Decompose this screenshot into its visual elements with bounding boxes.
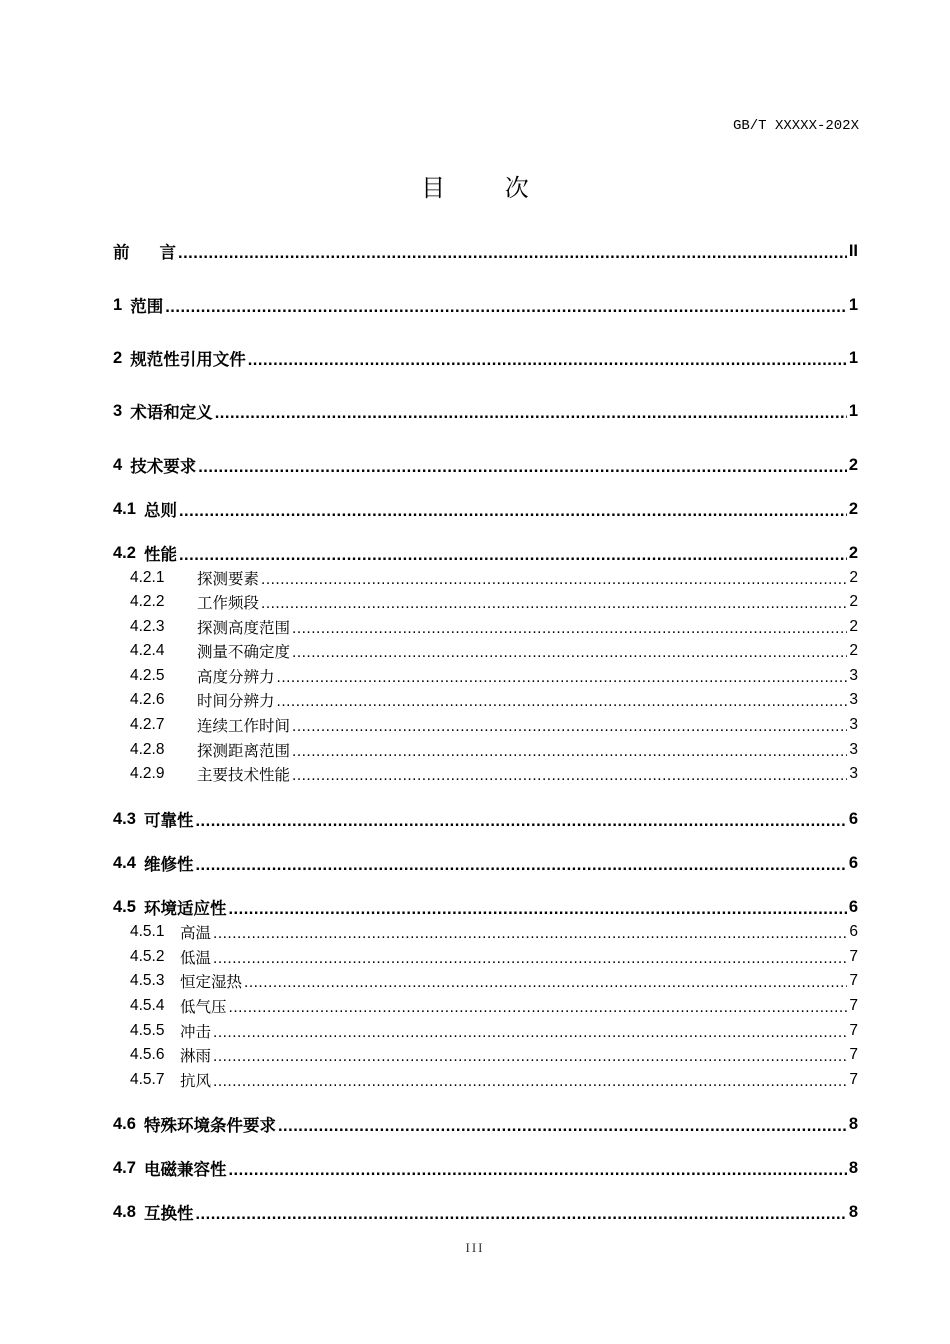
toc-entry-page: 3 <box>849 765 858 782</box>
dot-leader <box>292 767 847 785</box>
dot-leader <box>248 351 847 370</box>
toc-entry[interactable] <box>113 896 858 918</box>
toc-entry-page: 2 <box>849 569 858 586</box>
toc-entry[interactable] <box>113 591 858 613</box>
toc-entry-title: 淋雨 <box>180 1047 212 1065</box>
toc-entry-page: 2 <box>848 499 858 518</box>
toc-entry[interactable] <box>113 616 858 638</box>
toc-entry-page: 2 <box>849 642 858 659</box>
toc-entry-page: 2 <box>849 618 858 635</box>
dot-leader <box>228 900 846 919</box>
toc-entry[interactable] <box>113 921 858 943</box>
toc-entry-page: 3 <box>849 741 858 758</box>
dot-leader <box>292 644 847 662</box>
dot-leader <box>213 1073 847 1091</box>
toc-entry[interactable] <box>113 852 858 874</box>
toc-entry[interactable] <box>113 665 858 687</box>
toc-entry-page: 2 <box>848 455 858 474</box>
toc-entry[interactable] <box>113 808 858 830</box>
toc-entry-page: 6 <box>848 853 858 872</box>
dot-leader <box>195 1205 846 1224</box>
toc-entry-page: 2 <box>849 593 858 610</box>
toc-entry-number: 4.2.4 <box>130 642 165 659</box>
dot-leader <box>215 404 847 423</box>
dot-leader <box>213 1048 847 1066</box>
toc-entry-title: 恒定湿热 <box>180 973 243 991</box>
toc-entry-number: 4.2.8 <box>130 741 165 758</box>
toc-entry[interactable] <box>113 542 858 564</box>
toc-entry-page: 3 <box>849 667 858 684</box>
toc-entry-title: 电磁兼容性 <box>143 1160 227 1179</box>
dot-leader <box>228 1161 846 1180</box>
toc-entry-number: 4.5.2 <box>130 948 165 965</box>
toc-entry-number: 4.6 <box>113 1114 136 1133</box>
dot-leader <box>292 620 847 638</box>
toc-entry-number: 前 <box>113 244 130 262</box>
toc-entry-page: 7 <box>849 948 858 965</box>
toc-entry[interactable] <box>113 400 858 422</box>
dot-leader <box>178 244 847 263</box>
toc-entry-number: 4.4 <box>113 853 136 872</box>
dot-leader <box>195 812 846 831</box>
toc-entry-number: 4.2.6 <box>130 691 165 708</box>
toc-entry-title: 环境适应性 <box>143 899 227 918</box>
toc-entry-title: 高度分辨力 <box>197 668 275 686</box>
toc-entry-title: 技术要求 <box>130 457 197 476</box>
toc-entry[interactable] <box>113 1201 858 1223</box>
toc-entry-number: 4 <box>113 455 123 474</box>
dot-leader <box>278 1117 847 1136</box>
toc-entry[interactable] <box>113 567 858 589</box>
toc-entry-title: 低温 <box>180 949 212 967</box>
toc-entry-page: 6 <box>848 809 858 828</box>
dot-leader <box>179 502 847 521</box>
toc-entry[interactable] <box>113 970 858 992</box>
toc-entry-number: 4.8 <box>113 1202 136 1221</box>
page-title: 目 次 <box>421 174 555 202</box>
toc-entry-page: 8 <box>848 1202 858 1221</box>
dot-leader <box>244 974 847 992</box>
toc-entry-page: 7 <box>849 972 858 989</box>
dot-leader <box>179 546 847 565</box>
toc-entry-page: 1 <box>848 348 858 367</box>
page-number: III <box>465 1240 485 1255</box>
toc-entry-page: 1 <box>848 401 858 420</box>
toc-entry[interactable] <box>113 1069 858 1091</box>
toc-entry-number: 4.5.4 <box>130 997 165 1014</box>
toc-entry[interactable] <box>113 498 858 520</box>
toc-entry[interactable] <box>113 1113 858 1135</box>
toc-entry-title: 可靠性 <box>143 811 194 830</box>
toc-entry-number: 4.5.1 <box>130 923 165 940</box>
dot-leader <box>198 458 847 477</box>
toc-entry-number: 4.2.7 <box>130 716 165 733</box>
toc-entry-number: 4.1 <box>113 499 136 518</box>
standard-number: GB/T XXXXX-202X <box>732 118 859 134</box>
toc-entry[interactable] <box>113 454 858 476</box>
toc-entry-number: 4.5.3 <box>130 972 165 989</box>
dot-leader <box>292 743 847 761</box>
toc-entry-page: 7 <box>849 1022 858 1039</box>
dot-leader <box>277 669 848 687</box>
toc-entry-page: II <box>848 241 858 260</box>
toc-entry-number: 4.5.5 <box>130 1022 165 1039</box>
toc-entry-page: 7 <box>849 1046 858 1063</box>
toc-entry-title: 冲击 <box>180 1023 212 1041</box>
toc-entry-number: 4.3 <box>113 809 136 828</box>
toc-entry-page: 7 <box>849 997 858 1014</box>
toc-entry-page: 6 <box>848 897 858 916</box>
toc-entry-page: 8 <box>848 1114 858 1133</box>
toc-entry-number: 4.2.1 <box>130 569 165 586</box>
toc-entry-title: 时间分辨力 <box>197 692 275 710</box>
dot-leader <box>213 950 847 968</box>
dot-leader <box>229 999 848 1017</box>
toc-entry-page: 6 <box>849 923 858 940</box>
toc-entry-title: 规范性引用文件 <box>130 350 246 369</box>
toc-entry-number: 2 <box>113 348 123 367</box>
toc-entry-title: 高温 <box>180 924 212 942</box>
toc-entry-page: 2 <box>848 543 858 562</box>
toc-entry[interactable] <box>113 739 858 761</box>
toc-entry-page: 7 <box>849 1071 858 1088</box>
toc-entry-title: 探测距离范围 <box>197 742 291 760</box>
toc-entry-title: 言 <box>159 243 176 262</box>
toc-entry-number: 4.5 <box>113 897 136 916</box>
toc-entry[interactable] <box>113 689 858 711</box>
dot-leader <box>261 571 847 589</box>
dot-leader <box>277 693 848 711</box>
toc-entry-title: 抗风 <box>180 1072 212 1090</box>
toc-entry[interactable] <box>113 995 858 1017</box>
toc-entry[interactable] <box>113 1044 858 1066</box>
toc-entry-page: 1 <box>848 295 858 314</box>
toc-entry-number: 4.2.5 <box>130 667 165 684</box>
toc-entry-title: 维修性 <box>143 855 194 874</box>
toc-entry-number: 4.2.9 <box>130 765 165 782</box>
dot-leader <box>261 595 847 613</box>
toc-entry-title: 总则 <box>143 501 177 520</box>
dot-leader <box>292 718 847 736</box>
toc-entry-title: 测量不确定度 <box>197 643 291 661</box>
toc-entry[interactable] <box>113 294 858 316</box>
toc-entry-number: 4.2 <box>113 543 136 562</box>
toc-entry-number: 4.7 <box>113 1158 136 1177</box>
toc-entry-title: 性能 <box>143 545 177 564</box>
toc-entry-title: 主要技术性能 <box>197 766 291 784</box>
dot-leader <box>213 925 847 943</box>
toc-entry-title: 探测要素 <box>197 570 260 588</box>
toc-entry-number: 4.2.2 <box>130 593 165 610</box>
toc-entry-title: 连续工作时间 <box>197 717 291 735</box>
toc-entry-title: 术语和定义 <box>130 403 213 422</box>
dot-leader <box>213 1024 847 1042</box>
toc-entry-title: 低气压 <box>180 998 227 1016</box>
toc-entry-title: 范围 <box>130 297 164 316</box>
toc-entry[interactable] <box>113 640 858 662</box>
toc-entry[interactable] <box>113 714 858 736</box>
toc-entry-number: 4.5.7 <box>130 1071 165 1088</box>
dot-leader <box>195 856 846 875</box>
toc-entry-title: 工作频段 <box>197 594 260 612</box>
toc-entry-title: 互换性 <box>143 1204 194 1223</box>
toc-entry[interactable] <box>113 347 858 369</box>
toc-entry[interactable] <box>113 1157 858 1179</box>
toc-entry[interactable] <box>113 240 858 262</box>
toc-entry-number: 1 <box>113 295 123 314</box>
toc-entry-title: 探测高度范围 <box>197 619 291 637</box>
dot-leader <box>165 298 847 317</box>
toc-entry-page: 3 <box>849 716 858 733</box>
toc-entry[interactable] <box>113 946 858 968</box>
toc-entry[interactable] <box>113 763 858 785</box>
toc-entry-title: 特殊环境条件要求 <box>143 1116 276 1135</box>
toc-entry-number: 4.2.3 <box>130 618 165 635</box>
toc-entry-page: 8 <box>848 1158 858 1177</box>
toc-entry-page: 3 <box>849 691 858 708</box>
toc-entry-number: 3 <box>113 401 123 420</box>
toc-entry-number: 4.5.6 <box>130 1046 165 1063</box>
toc-entry[interactable] <box>113 1020 858 1042</box>
